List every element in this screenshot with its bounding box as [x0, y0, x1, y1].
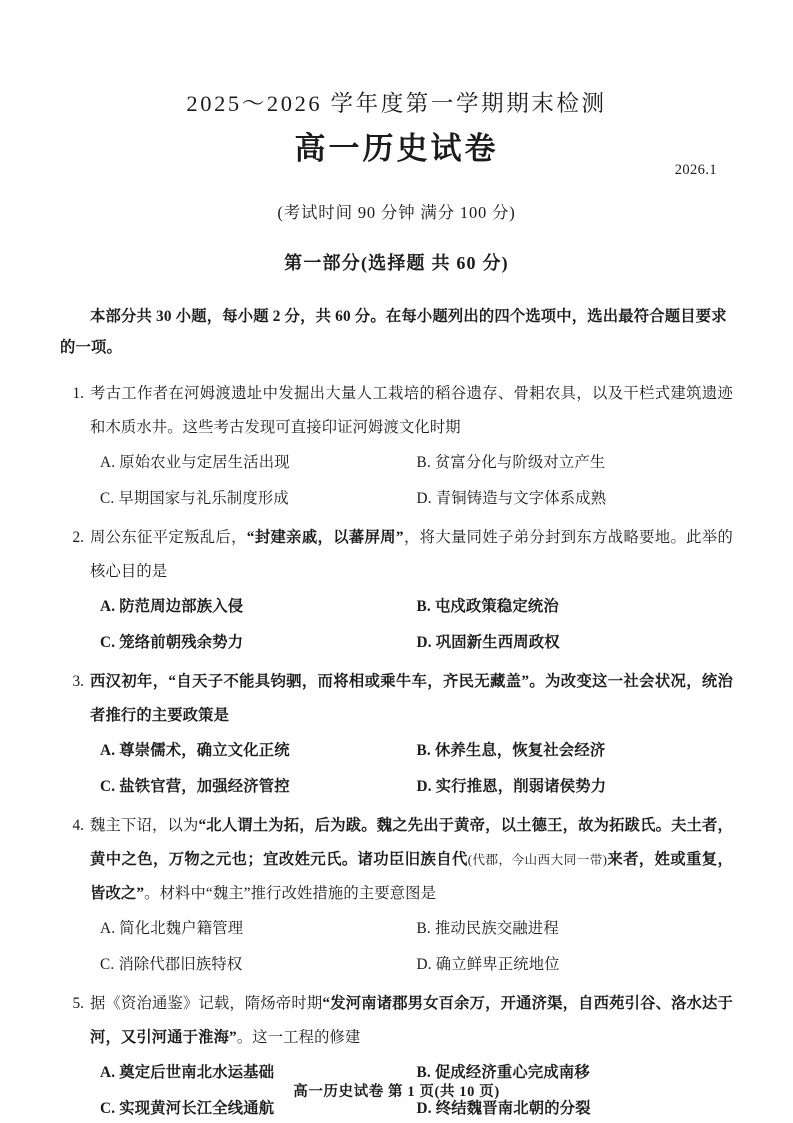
- option-text: 确立鲜卑正统地位: [435, 955, 560, 973]
- option-letter: C.: [100, 1099, 116, 1117]
- school-year-line: 2025～2026 学年度第一学期期末检测: [186, 91, 607, 116]
- option-d[interactable]: [417, 947, 734, 983]
- stem-prefix: 据《资治通鉴》记载，隋炀帝时期: [90, 994, 323, 1012]
- section-instructions: 本部分共 30 小题，每小题 2 分，共 60 分。在每小题列出的四个选项中，选出最符合题目要求的一项。: [60, 307, 727, 356]
- option-letter: B.: [416, 741, 431, 759]
- stem-suffix: ，将大量同姓子弟分封到东方战略要地。此举的核心目的是: [90, 528, 733, 580]
- stem-quote: “自天子不能具钧驷，而将相或乘牛车，齐民无藏盖”: [168, 672, 530, 690]
- question-item: [60, 665, 733, 805]
- option-letter: D.: [416, 777, 432, 795]
- option-text: 早期国家与礼乐制度形成: [118, 489, 289, 507]
- page-title: 高一历史试卷: [294, 130, 499, 167]
- option-b[interactable]: [417, 589, 734, 625]
- option-list: [60, 911, 733, 983]
- option-letter: A.: [100, 597, 116, 615]
- option-list: [60, 589, 733, 661]
- question-item: [60, 987, 733, 1123]
- option-letter: B.: [416, 597, 431, 615]
- option-text: 消除代郡旧族特权: [118, 955, 243, 973]
- option-a[interactable]: [100, 911, 417, 947]
- option-letter: A.: [100, 919, 116, 937]
- option-c[interactable]: [100, 625, 417, 661]
- option-letter: D.: [416, 955, 432, 973]
- option-b[interactable]: [417, 445, 734, 481]
- option-text: 巩固新生西周政权: [435, 633, 560, 651]
- question-stem: [90, 521, 733, 589]
- option-d[interactable]: [417, 769, 734, 805]
- option-letter: C.: [100, 489, 115, 507]
- question-body: [60, 521, 733, 589]
- part-one-title: 第一部分(选择题 共 60 分): [284, 252, 509, 273]
- exam-meta: (考试时间 90 分钟 满分 100 分): [277, 202, 516, 222]
- option-text: 盐铁官营，加强经济管控: [119, 777, 290, 795]
- option-text: 简化北魏户籍管理: [119, 919, 244, 937]
- option-a[interactable]: [100, 733, 417, 769]
- option-letter: C.: [100, 955, 115, 973]
- question-body: [60, 809, 733, 911]
- option-letter: B.: [416, 453, 431, 471]
- question-body: [60, 987, 733, 1055]
- question-number: 5.: [72, 994, 84, 1012]
- option-text: 原始农业与定居生活出现: [119, 453, 290, 471]
- option-text: 奠定后世南北水运基础: [119, 1063, 275, 1081]
- option-a[interactable]: [100, 445, 417, 481]
- question-stem: [90, 987, 733, 1055]
- option-text: 笼络前朝残余势力: [119, 633, 244, 651]
- option-text: 防范周边部族入侵: [119, 597, 244, 615]
- option-text: 尊崇儒术，确立文化正统: [119, 741, 290, 759]
- option-b[interactable]: [417, 911, 734, 947]
- option-text: 推动民族交融进程: [434, 919, 559, 937]
- question-list: [60, 377, 733, 1123]
- question-number: 2.: [72, 528, 84, 546]
- option-letter: A.: [100, 741, 116, 759]
- option-text: 终结魏晋南北朝的分裂: [435, 1099, 591, 1117]
- question-stem: [90, 665, 733, 733]
- option-letter: A.: [100, 453, 116, 471]
- option-c[interactable]: [100, 481, 417, 517]
- option-d[interactable]: [417, 625, 734, 661]
- question-number: 3.: [72, 672, 84, 690]
- option-text: 实行推恩，削弱诸侯势力: [435, 777, 607, 795]
- option-list: [60, 445, 733, 517]
- stem-suffix: 。这一工程的修建: [236, 1028, 361, 1046]
- question-item: [60, 809, 733, 983]
- title-row: [60, 130, 733, 178]
- option-text: 屯戍政策稳定统治: [434, 597, 559, 615]
- stem-prefix: 周公东征平定叛乱后，: [90, 528, 247, 546]
- option-letter: B.: [416, 1063, 431, 1081]
- stem-quote: “封建亲戚，以蕃屏周”: [246, 528, 404, 546]
- page-footer: 高一历史试卷 第 1 页(共 10 页): [293, 1084, 500, 1100]
- question-body: [60, 377, 733, 445]
- option-letter: A.: [100, 1063, 116, 1081]
- option-c[interactable]: [100, 947, 417, 983]
- stem-suffix: 。为改变这一社会状况，统治者推行的主要政策是: [90, 672, 733, 724]
- exam-date: 2026.1: [674, 161, 717, 178]
- option-text: 实现黄河长江全线通航: [119, 1099, 275, 1117]
- option-a[interactable]: [100, 589, 417, 625]
- question-stem: [90, 809, 733, 911]
- option-letter: C.: [100, 633, 116, 651]
- question-body: [60, 665, 733, 733]
- option-b[interactable]: [417, 733, 734, 769]
- stem-prefix: 魏主下诏，以为: [90, 816, 199, 834]
- option-letter: D.: [416, 1099, 432, 1117]
- option-text: 促成经济重心完成南移: [434, 1063, 590, 1081]
- option-text: 贫富分化与阶级对立产生: [434, 453, 606, 471]
- stem-suffix: 。材料中“魏主”推行改姓措施的主要意图是: [144, 884, 437, 902]
- question-number: 4.: [72, 816, 84, 834]
- option-text: 青铜铸造与文字体系成熟: [435, 489, 607, 507]
- option-letter: C.: [100, 777, 116, 795]
- question-item: [60, 521, 733, 661]
- stem-prefix: 西汉初年，: [90, 672, 169, 690]
- option-c[interactable]: [100, 769, 417, 805]
- stem-quote: “发河南诸郡男女百余万，开通济渠，自西苑引谷、洛水达于河，又引河通于淮海”: [90, 994, 733, 1046]
- option-letter: B.: [416, 919, 431, 937]
- option-d[interactable]: [417, 481, 734, 517]
- question-stem: 考古工作者在河姆渡遗址中发掘出大量人工栽培的稻谷遗存、骨耜农具，以及干栏式建筑遗迹和木质水井。这些考古发现可直接印证河姆渡文化时期: [90, 384, 733, 436]
- option-letter: D.: [416, 633, 432, 651]
- option-letter: D.: [416, 489, 432, 507]
- exam-header: [60, 0, 733, 275]
- stem-annotation: (代郡，今山西大同一带): [467, 852, 608, 867]
- stem-quote-part2: 来者，姓或重复，皆改之”: [90, 850, 733, 902]
- option-text: 休养生息，恢复社会经济: [434, 741, 606, 759]
- stem-quote: “北人谓土为拓，后为跋。魏之先出于黄帝，以土德王，故为拓跋氏。夫土者，黄中之色，万物之元也；宜改姓元氏。诸功臣旧族自代: [90, 816, 733, 868]
- question-item: [60, 377, 733, 517]
- question-number: 1.: [72, 384, 84, 402]
- option-list: [60, 733, 733, 805]
